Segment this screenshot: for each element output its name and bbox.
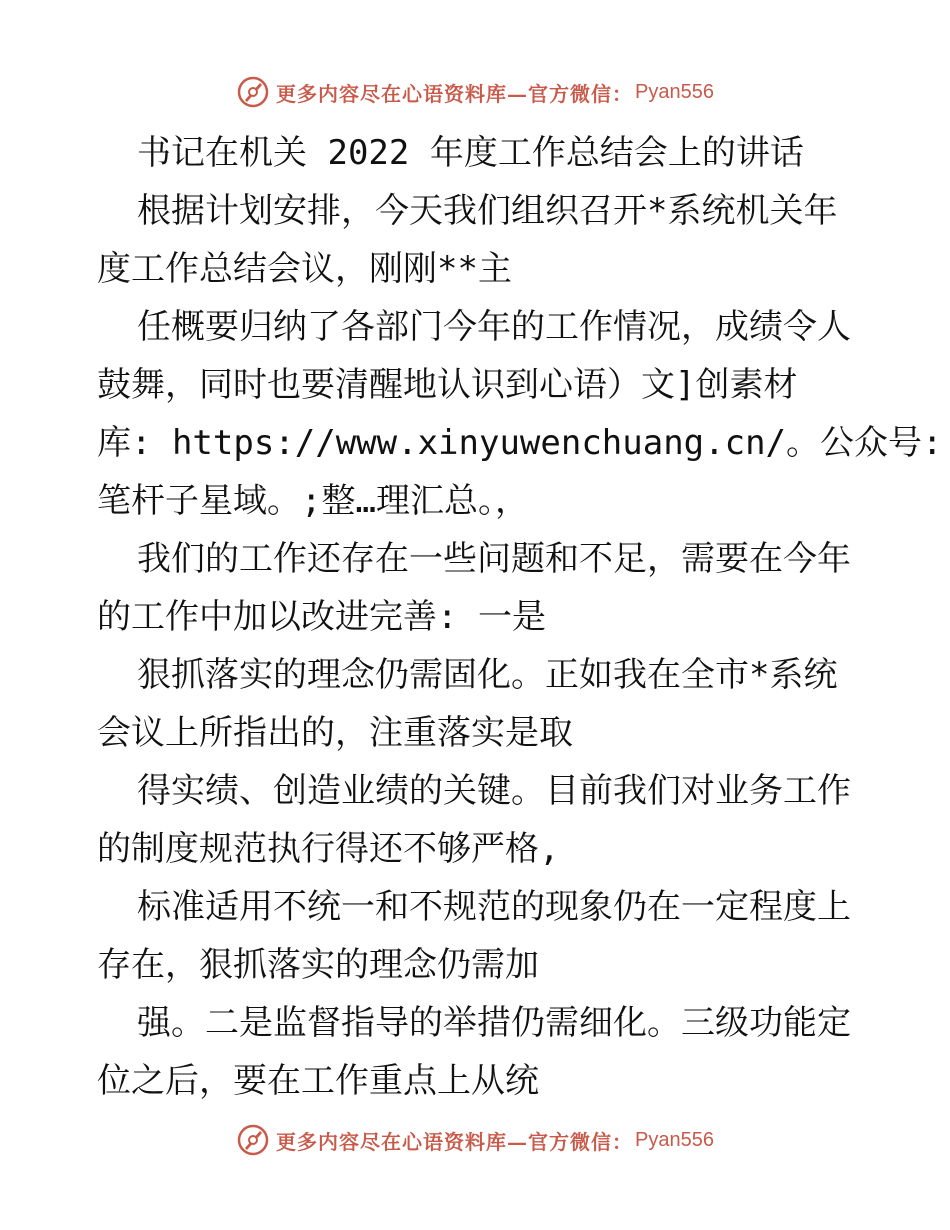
text-line: 位之后，要在工作重点上从统: [97, 1061, 539, 1101]
footer-banner-wechat-id: Pyan556: [635, 1128, 714, 1151]
text-line: 会议上所指出的，注重落实是取: [97, 713, 573, 753]
text-line: 笔杆子星域。;整…理汇总。，: [97, 481, 529, 521]
text-line: 库: https://www.xinyuwenchuang.cn/。公众号:: [97, 423, 943, 463]
header-banner-wechat-id: Pyan556: [635, 80, 714, 103]
footer-banner-text: 更多内容尽在心语资料库—官方微信：: [276, 1129, 634, 1154]
doc-title: 书记在机关 2022 年度工作总结会上的讲话: [137, 133, 804, 173]
text-line: 的制度规范执行得还不够严格,: [97, 829, 560, 869]
document-body: [97, 124, 943, 1110]
text-line: 的工作中加以改进完善: 一是: [97, 597, 546, 637]
text-line: 度工作总结会议，刚刚**主: [97, 249, 512, 289]
quill-logo-icon: [236, 75, 270, 109]
header-banner-text: 更多内容尽在心语资料库—官方微信：: [276, 81, 634, 106]
text-line: 任概要归纳了各部门今年的工作情况，成绩令人: [137, 307, 851, 347]
text-line: 得实绩、创造业绩的关键。目前我们对业务工作: [137, 771, 851, 811]
text-line: 标准适用不统一和不规范的现象仍在一定程度上: [137, 887, 851, 927]
text-line: 强。二是监督指导的举措仍需细化。三级功能定: [137, 1003, 851, 1043]
text-line: 根据计划安排，今天我们组织召开*系统机关年: [137, 191, 838, 231]
text-line: 鼓舞，同时也要清醒地认识到心语）文]创素材: [97, 365, 798, 405]
quill-logo-icon: [236, 1123, 270, 1157]
text-line: 狠抓落实的理念仍需固化。正如我在全市*系统: [137, 655, 838, 695]
footer-watermark-banner: [0, 1120, 950, 1160]
header-watermark-banner: [0, 72, 950, 112]
text-line: 存在，狠抓落实的理念仍需加: [97, 945, 539, 985]
text-line: 我们的工作还存在一些问题和不足，需要在今年: [137, 539, 851, 579]
